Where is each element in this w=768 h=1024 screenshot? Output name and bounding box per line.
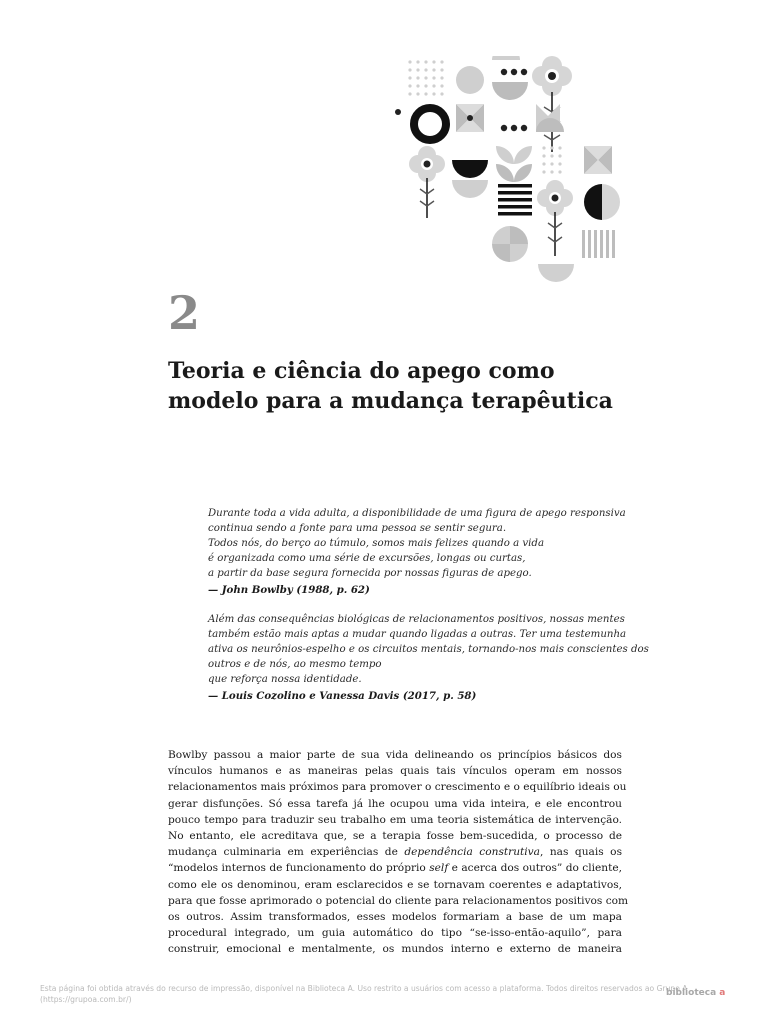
flower-center xyxy=(548,72,556,80)
body-line: para que fosse aprimorado o potencial do cliente para relacionamentos positivos com xyxy=(168,894,629,907)
black-dots xyxy=(501,69,527,75)
body-line: os outros. Assim transformados, esses modelos formariam a base de um mapa xyxy=(168,911,622,924)
half-black-circle xyxy=(584,184,602,220)
body-line: vínculos humanos e as maneiras pelas quais tais vínculos operam em nossos xyxy=(168,765,622,778)
vertical-stripes xyxy=(582,230,615,258)
epigraph-line: Além das consequências biológicas de relacionamentos positivos, nossas mentes xyxy=(208,614,625,625)
print-notice-footer xyxy=(40,983,688,1005)
gray-circle xyxy=(456,66,484,94)
epigraph-line: a partir da base segura fornecida por nossas figuras de apego. xyxy=(208,568,532,579)
brand-name: biblioteca xyxy=(666,988,717,998)
body-line xyxy=(168,844,622,860)
chapter-title-line: Teoria e ciência do apego como xyxy=(168,358,555,384)
body-line: construir, emocional e mentalmente, os mundos interno e externo de maneira xyxy=(168,943,622,956)
epigraph-line: Todos nós, do berço ao túmulo, somos mais felizes quando a vida xyxy=(208,538,545,549)
epigraph-line: continua sendo a fonte para uma pessoa se sentir segura. xyxy=(208,523,507,534)
body-line: gerar disfunções. Só essa tarefa já lhe ocupou uma vida inteira, e ele encontrou xyxy=(168,797,622,810)
body-line: relacionamentos mais próximos para promover o crescimento e o equilíbrio ideais ou xyxy=(168,781,627,794)
brand-mark: a xyxy=(719,988,726,998)
epigraph-source: — Louis Cozolino e Vanessa Davis (2017, p. 58) xyxy=(208,690,477,702)
black-half-circle xyxy=(452,160,488,178)
body-paragraph xyxy=(168,747,629,958)
body-line: pouco tempo para traduzir seu trabalho em uma teoria sistemática de intervenção. xyxy=(168,813,622,826)
emphasis-term: self xyxy=(429,862,449,875)
half-circle xyxy=(492,56,520,60)
epigraph-line: outros e de nós, ao mesmo tempo xyxy=(208,659,382,670)
text-run: mudança culminaria em experiências de xyxy=(168,846,405,859)
footer-notice: Esta página foi obtida através do recurso de impressão, disponível na Biblioteca A. Uso restrito a usuários com acesso a plataforma. Todos direitos reservados ao Grupo A xyxy=(40,984,688,993)
epigraph-line: é organizada como uma série de excursões, longas ou curtas, xyxy=(208,553,526,564)
epigraph-line: Durante toda a vida adulta, a disponibilidade de uma figura de apego responsiva xyxy=(208,508,626,519)
epigraphs xyxy=(208,506,649,718)
ring-shape xyxy=(414,108,446,140)
text-run: “modelos internos de funcionamento do próprio xyxy=(168,862,430,875)
body-line: No entanto, ele acreditava que, se a terapia fosse bem-sucedida, o processo de xyxy=(168,830,622,843)
emphasis-term: dependência construtiva xyxy=(404,846,540,859)
bowl-shape xyxy=(492,82,528,100)
chapter-title xyxy=(168,356,648,416)
body-line: procedural integrado, um guia automático do tipo “se-isso-então-aquilo”, para xyxy=(168,927,622,940)
chapter-number: 2 xyxy=(168,286,201,340)
epigraph-line: também estão mais aptas a mudar quando ligadas a outras. Ter uma testemunha xyxy=(208,629,627,640)
biblioteca-a-logo xyxy=(666,988,725,998)
footer-link[interactable]: (https://grupoa.com.br/) xyxy=(40,995,132,1004)
text-run: , nas quais os xyxy=(539,846,623,859)
dot-grid-pattern xyxy=(408,60,443,95)
body-line: Bowlby passou a maior parte de sua vida delineando os princípios básicos dos xyxy=(168,749,622,761)
decorative-geometric-illustration xyxy=(392,56,624,288)
body-line xyxy=(168,860,622,876)
striped-square xyxy=(498,184,532,216)
epigraph-line: ativa os neurônios-espelho e os circuitos mentais, tornando-nos mais conscientes dos xyxy=(208,644,649,655)
text-run: e acerca dos outros” do cliente, xyxy=(448,862,622,875)
chapter-title-line: modelo para a mudança terapêutica xyxy=(168,388,613,414)
body-line: como ele os denominou, eram esclarecidos e se tornavam coerentes e adaptativos, xyxy=(168,878,622,891)
epigraph-line: que reforça nossa identidade. xyxy=(208,674,362,685)
epigraph-source: — John Bowlby (1988, p. 62) xyxy=(208,584,370,596)
epigraph-bowlby xyxy=(208,506,628,598)
epigraph-cozolino-davis xyxy=(208,612,649,704)
